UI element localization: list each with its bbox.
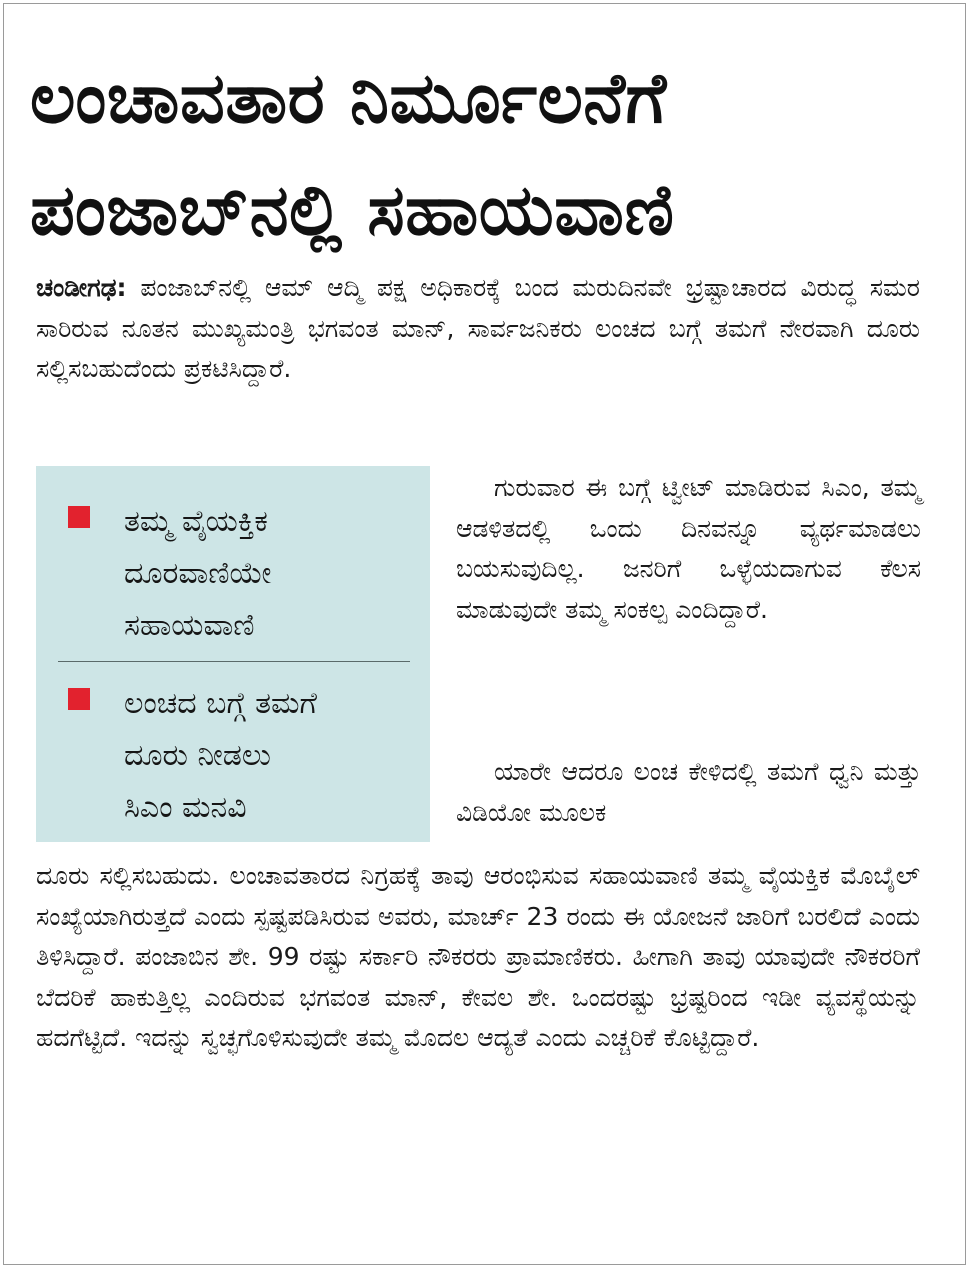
highlight-line: ಸಹಾಯವಾಣಿ bbox=[124, 608, 255, 643]
highlights-divider bbox=[58, 661, 410, 662]
article-paragraph-1 bbox=[36, 268, 920, 390]
headline bbox=[30, 42, 940, 266]
red-square-bullet-icon bbox=[68, 688, 90, 710]
article-paragraph-4: ದೂರು ಸಲ್ಲಿಸಬಹುದು. ಲಂಚಾವತಾರದ ನಿಗ್ರಹಕ್ಕೆ ತಾವು ಆರಂಭಿಸುವ ಸಹಾಯವಾಣಿ ತಮ್ಮ ವೈಯಕ್ತಿಕ ಮೊಬೈಲ್ ಸಂಖ್ಯೆಯಾಗಿರುತ್ತದೆ ಎಂದು ಸ್ಪಷ್ಟಪಡಿಸಿರುವ ಅವರು, ಮಾರ್ಚ್ 23 ರಂದು ಈ ಯೋಜನೆ ಜಾರಿಗೆ ಬರಲಿದೆ ಎಂದು ತಿಳಿಸಿದ್ದಾರೆ. ಪಂಜಾಬಿನ ಶೇ. 99 ರಷ್ಟು ಸರ್ಕಾರಿ ನೌಕರರು ಪ್ರಾಮಾಣಿಕರು. ಹೀಗಾಗಿ ತಾವು ಯಾವುದೇ ನೌಕರರಿಗೆ ಬೆದರಿಕೆ ಹಾಕುತ್ತಿಲ್ಲ ಎಂದಿರುವ ಭಗವಂತ ಮಾನ್, ಕೇವಲ ಶೇ. ಒಂದರಷ್ಟು ಭ್ರಷ್ಟರಿಂದ ಇಡೀ ವ್ಯವಸ್ಥೆಯನ್ನು ಹದಗೆಟ್ಟಿದೆ. ಇದನ್ನು ಸ್ವಚ್ಛಗೊಳಿಸುವುದೇ ತಮ್ಮ ಮೊದಲ ಆದ್ಯತೆ ಎಂದು ಎಚ್ಚರಿಕೆ ಕೊಟ್ಟಿದ್ದಾರೆ. bbox=[36, 861, 920, 1053]
dateline: ಚಂಡೀಗಢ: bbox=[36, 273, 127, 302]
headline-line-2: ಪಂಜಾಬ್‌ನಲ್ಲಿ ಸಹಾಯವಾಣಿ bbox=[30, 169, 675, 251]
highlight-line: ದೂರು ನೀಡಲು bbox=[124, 738, 271, 773]
highlight-text bbox=[124, 496, 424, 652]
highlights-box bbox=[36, 466, 430, 842]
headline-line-1: ಲಂಚಾವತಾರ ನಿರ್ಮೂಲನೆಗೆ bbox=[30, 57, 667, 139]
highlight-line: ಲಂಚದ ಬಗ್ಗೆ ತಮಗೆ bbox=[124, 686, 317, 721]
highlight-text bbox=[124, 678, 424, 834]
highlight-line: ಸಿಎಂ ಮನವಿ bbox=[124, 790, 247, 825]
red-square-bullet-icon bbox=[68, 506, 90, 528]
highlight-line: ತಮ್ಮ ವೈಯಕ್ತಿಕ bbox=[124, 504, 268, 539]
article-paragraph-2: ಗುರುವಾರ ಈ ಬಗ್ಗೆ ಟ್ವೀಟ್ ಮಾಡಿರುವ ಸಿಎಂ, ತಮ್ಮ ಆಡಳಿತದಲ್ಲಿ ಒಂದು ದಿನವನ್ನೂ ವ್ಯರ್ಥಮಾಡಲು ಬಯಸುವುದಿಲ್ಲ. ಜನರಿಗೆ ಒಳ್ಳೆಯದಾಗುವ ಕೆಲಸ ಮಾಡುವುದೇ ತಮ್ಮ ಸಂಕಲ್ಪ ಎಂದಿದ್ದಾರೆ. bbox=[456, 473, 921, 624]
highlight-line: ದೂರವಾಣಿಯೇ bbox=[124, 556, 272, 591]
article-paragraph-3: ಯಾರೇ ಆದರೂ ಲಂಚ ಕೇಳಿದಲ್ಲಿ ತಮಗೆ ಧ್ವನಿ ಮತ್ತು ವಿಡಿಯೋ ಮೂಲಕ bbox=[456, 757, 921, 827]
article-paragraph-1-text: ಪಂಜಾಬ್‌ನಲ್ಲಿ ಆಮ್ ಆದ್ಮಿ ಪಕ್ಷ ಅಧಿಕಾರಕ್ಕೆ ಬಂದ ಮರುದಿನವೇ ಭ್ರಷ್ಟಾಚಾರದ ವಿರುದ್ಧ ಸಮರ ಸಾರಿರುವ ನೂತನ ಮುಖ್ಯಮಂತ್ರಿ ಭಗವಂತ ಮಾನ್, ಸಾರ್ವಜನಿಕರು ಲಂಚದ ಬಗ್ಗೆ ತಮಗೆ ನೇರವಾಗಿ ದೂರು ಸಲ್ಲಿಸಬಹುದೆಂದು ಪ್ರಕಟಿಸಿದ್ದಾರೆ. bbox=[36, 273, 920, 384]
